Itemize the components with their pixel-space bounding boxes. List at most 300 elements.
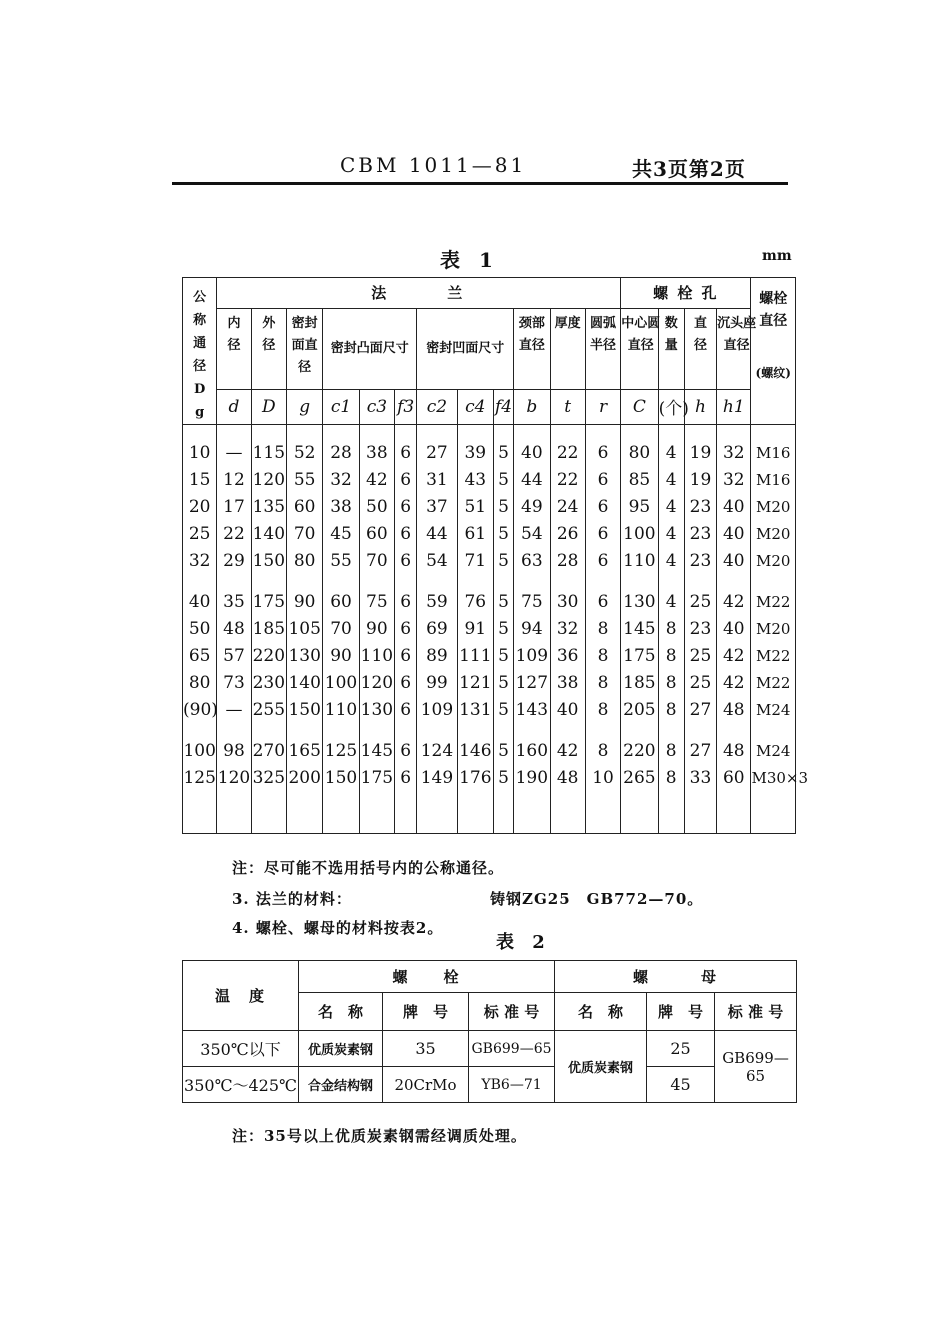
header-counterbore: 沉头座直径	[717, 309, 751, 390]
table-cell: 140	[287, 669, 323, 696]
table-cell: 6	[395, 547, 417, 574]
table-cell: 6	[395, 642, 417, 669]
table-cell: 65	[183, 642, 217, 669]
header-convex-face: 密封凸面尺寸	[323, 309, 417, 390]
table-cell: 100	[323, 669, 359, 696]
table-row	[183, 696, 796, 723]
table-cell: 150	[251, 547, 286, 574]
table-cell: 40	[717, 520, 751, 547]
table-cell: 61	[457, 520, 493, 547]
table-cell: 42	[717, 642, 751, 669]
table-cell: 71	[457, 547, 493, 574]
table-cell: M24	[751, 696, 796, 723]
table-cell: 165	[287, 737, 323, 764]
table-cell: 8	[658, 669, 684, 696]
table-cell: 98	[217, 737, 251, 764]
table-cell: 75	[359, 588, 394, 615]
table-cell: 131	[457, 696, 493, 723]
table-cell: —	[217, 696, 251, 723]
table-cell: 38	[359, 439, 394, 466]
header-bolt-hole: 螺 栓 孔	[621, 278, 751, 309]
table-cell: 49	[514, 493, 550, 520]
table-cell: 40	[514, 439, 550, 466]
row2-temperature: 350℃～425℃	[183, 1067, 299, 1103]
table-cell: 27	[684, 696, 716, 723]
row2-bolt-grade: 20CrMo	[383, 1067, 469, 1103]
row1-nut-grade: 25	[647, 1031, 715, 1067]
table-cell: 146	[457, 737, 493, 764]
table-cell: 23	[684, 520, 716, 547]
table-cell: 8	[585, 642, 620, 669]
symbol-cell: f4	[493, 389, 513, 424]
table-cell: 135	[251, 493, 286, 520]
table-cell: 176	[457, 764, 493, 791]
table-bottom	[183, 791, 796, 834]
table-cell: 89	[417, 642, 457, 669]
table-cell: 8	[658, 615, 684, 642]
table-cell: 124	[417, 737, 457, 764]
symbol-cell: b	[514, 389, 550, 424]
table-row	[183, 615, 796, 642]
table-cell: 121	[457, 669, 493, 696]
table-cell: M24	[751, 737, 796, 764]
header-nut-grade: 牌 号	[647, 993, 715, 1031]
table-cell: 40	[550, 696, 585, 723]
table-cell: 29	[217, 547, 251, 574]
table-cell: 8	[658, 696, 684, 723]
document-code: CBM 1011—81	[340, 153, 527, 177]
table-cell: 31	[417, 466, 457, 493]
table-cell: M16	[751, 439, 796, 466]
table-cell: 4	[658, 588, 684, 615]
header-bolt-standard: 标 准 号	[469, 993, 555, 1031]
table-cell: 22	[217, 520, 251, 547]
table-cell: 10	[585, 764, 620, 791]
header-nut-name: 名 称	[555, 993, 647, 1031]
table-cell: 6	[395, 439, 417, 466]
table-cell: 8	[585, 669, 620, 696]
table-cell: 60	[717, 764, 751, 791]
table-cell: 30	[550, 588, 585, 615]
table-cell: 230	[251, 669, 286, 696]
bolt-diameter-label: 螺栓直径	[759, 291, 788, 329]
table-cell: 40	[717, 615, 751, 642]
table-cell: 6	[395, 493, 417, 520]
table-cell: 32	[183, 547, 217, 574]
table-cell: 109	[514, 642, 550, 669]
table-cell: 140	[251, 520, 286, 547]
table-cell: 145	[359, 737, 394, 764]
header-hole-diameter: 直径	[684, 309, 716, 390]
symbol-cell: t	[550, 389, 585, 424]
table-cell: 70	[287, 520, 323, 547]
header-arc-radius: 圆弧半径	[585, 309, 620, 390]
table1-note: 注：尽可能不选用括号内的公称通径。	[232, 859, 505, 877]
page-indicator: 共3页第2页	[632, 157, 746, 181]
table-cell: 8	[585, 696, 620, 723]
table-cell: 100	[183, 737, 217, 764]
table-cell: 90	[323, 642, 359, 669]
table-cell: 28	[550, 547, 585, 574]
header-rule	[172, 182, 788, 185]
table-row	[183, 520, 796, 547]
table-cell: 10	[183, 439, 217, 466]
table-cell: M20	[751, 547, 796, 574]
table-cell: 110	[323, 696, 359, 723]
table-cell: 5	[493, 696, 513, 723]
table-cell: 160	[514, 737, 550, 764]
table-cell: 150	[287, 696, 323, 723]
table-cell: 5	[493, 520, 513, 547]
table-cell: 32	[717, 439, 751, 466]
flange-material-note	[232, 888, 704, 909]
table-cell: M20	[751, 493, 796, 520]
table-cell: 150	[323, 764, 359, 791]
table-cell: 5	[493, 493, 513, 520]
table-cell: 54	[417, 547, 457, 574]
table-cell: 60	[287, 493, 323, 520]
symbol-cell: h	[684, 389, 716, 424]
table-cell: 48	[717, 737, 751, 764]
header-concave-face: 密封凹面尺寸	[417, 309, 514, 390]
table-cell: 8	[658, 642, 684, 669]
symbol-cell: g	[287, 389, 323, 424]
table-cell: —	[217, 439, 251, 466]
table-cell: 80	[621, 439, 658, 466]
header-bolt-name: 名 称	[299, 993, 383, 1031]
table-cell: 25	[183, 520, 217, 547]
table-cell: 25	[684, 588, 716, 615]
table-cell: 5	[493, 615, 513, 642]
table-cell: 5	[493, 764, 513, 791]
table-cell: 130	[359, 696, 394, 723]
table-cell: M20	[751, 615, 796, 642]
table-cell: 90	[287, 588, 323, 615]
table-cell: 4	[658, 520, 684, 547]
table-cell: 42	[359, 466, 394, 493]
table-cell: 130	[621, 588, 658, 615]
table-cell: 22	[550, 439, 585, 466]
table-cell: 175	[621, 642, 658, 669]
table-cell: 63	[514, 547, 550, 574]
table-cell: 4	[658, 466, 684, 493]
table-cell: 24	[550, 493, 585, 520]
table-cell: 110	[359, 642, 394, 669]
table-cell: 265	[621, 764, 658, 791]
table-cell: 6	[585, 466, 620, 493]
nut-standard: GB699—65	[715, 1031, 797, 1103]
table-cell: 42	[550, 737, 585, 764]
table-cell: 130	[287, 642, 323, 669]
table-row	[183, 737, 796, 764]
table-cell: 6	[395, 520, 417, 547]
table-cell: 19	[684, 439, 716, 466]
table-cell: 35	[217, 588, 251, 615]
table-cell: 12	[217, 466, 251, 493]
table-cell: 17	[217, 493, 251, 520]
table-cell: 69	[417, 615, 457, 642]
table-cell: 75	[514, 588, 550, 615]
table-cell: 5	[493, 466, 513, 493]
table-cell: 25	[684, 669, 716, 696]
table-row	[183, 764, 796, 791]
table-cell: 220	[251, 642, 286, 669]
table-cell: M16	[751, 466, 796, 493]
table-cell: 50	[183, 615, 217, 642]
header-thickness: 厚度	[550, 309, 585, 390]
table-cell: 23	[684, 547, 716, 574]
symbol-cell: c1	[323, 389, 359, 424]
table-cell: 5	[493, 588, 513, 615]
table-cell: 39	[457, 439, 493, 466]
table-cell: 51	[457, 493, 493, 520]
table-cell: 76	[457, 588, 493, 615]
table-cell: 27	[684, 737, 716, 764]
table-cell: 38	[550, 669, 585, 696]
table-cell: 25	[684, 642, 716, 669]
table-cell: 120	[359, 669, 394, 696]
table-row	[183, 642, 796, 669]
symbol-cell: c2	[417, 389, 457, 424]
table-cell: 73	[217, 669, 251, 696]
row-gap	[183, 723, 796, 737]
table-cell: 4	[658, 547, 684, 574]
table-cell: 15	[183, 466, 217, 493]
table-cell: 55	[287, 466, 323, 493]
table-cell: 99	[417, 669, 457, 696]
table-cell: M22	[751, 588, 796, 615]
table-cell: 19	[684, 466, 716, 493]
table-cell: 6	[585, 520, 620, 547]
table-row	[183, 547, 796, 574]
table-cell: 42	[717, 669, 751, 696]
table2-note: 注：35号以上优质炭素钢需经调质处理。	[232, 1127, 527, 1145]
flange-material-value: 铸钢ZG25 GB772—70。	[490, 890, 704, 908]
table-cell: 37	[417, 493, 457, 520]
table-cell: 5	[493, 737, 513, 764]
table-cell: 6	[395, 696, 417, 723]
table-cell: 27	[417, 439, 457, 466]
table-row	[183, 493, 796, 520]
table-cell: 36	[550, 642, 585, 669]
header-bolt: 螺 栓	[299, 961, 555, 993]
table-cell: 8	[585, 737, 620, 764]
table-row	[183, 466, 796, 493]
table-cell: 255	[251, 696, 286, 723]
table-cell: 175	[251, 588, 286, 615]
table-cell: 5	[493, 547, 513, 574]
row2-bolt-standard: YB6—71	[469, 1067, 555, 1103]
table-cell: 40	[717, 547, 751, 574]
table-cell: (90)	[183, 696, 217, 723]
table-cell: 105	[287, 615, 323, 642]
table-cell: 190	[514, 764, 550, 791]
table-cell: 60	[359, 520, 394, 547]
table-cell: 32	[717, 466, 751, 493]
symbol-cell: (个)	[658, 389, 684, 424]
table-cell: 8	[658, 764, 684, 791]
table-cell: 85	[621, 466, 658, 493]
table-cell: 90	[359, 615, 394, 642]
table-cell: 52	[287, 439, 323, 466]
table1-unit: mm	[762, 248, 792, 264]
table-cell: 111	[457, 642, 493, 669]
row2-nut-grade: 45	[647, 1067, 715, 1103]
table-cell: 6	[395, 669, 417, 696]
table-cell: 59	[417, 588, 457, 615]
table-row	[183, 588, 796, 615]
table-cell: 143	[514, 696, 550, 723]
table-cell: M22	[751, 669, 796, 696]
row1-bolt-name: 优质炭素钢	[299, 1031, 383, 1067]
table-cell: 28	[323, 439, 359, 466]
table-cell: 185	[621, 669, 658, 696]
table-cell: 40	[183, 588, 217, 615]
table-cell: 100	[621, 520, 658, 547]
header-nut: 螺 母	[555, 961, 797, 993]
header-count: 数量	[658, 309, 684, 390]
header-bolt-grade: 牌 号	[383, 993, 469, 1031]
table-cell: 8	[658, 737, 684, 764]
table-cell: 325	[251, 764, 286, 791]
table-cell: 6	[395, 737, 417, 764]
symbol-cell: r	[585, 389, 620, 424]
table-cell: 5	[493, 439, 513, 466]
table-cell: 48	[550, 764, 585, 791]
bolt-nut-material-table	[182, 960, 797, 1103]
table-row	[183, 669, 796, 696]
table-cell: 54	[514, 520, 550, 547]
table-cell: 5	[493, 642, 513, 669]
table-cell: 205	[621, 696, 658, 723]
table-cell: 43	[457, 466, 493, 493]
table-cell: 4	[658, 439, 684, 466]
header-outer-diameter: 外径	[251, 309, 286, 390]
table1-title: 表 1	[440, 248, 499, 272]
table-cell: 20	[183, 493, 217, 520]
table-cell: 115	[251, 439, 286, 466]
row-gap	[183, 425, 796, 440]
table-cell: 94	[514, 615, 550, 642]
table-cell: 175	[359, 764, 394, 791]
table-cell: 145	[621, 615, 658, 642]
header-bolt-diameter	[751, 278, 796, 425]
table2-title: 表 2	[496, 932, 551, 953]
table-cell: 95	[621, 493, 658, 520]
table-cell: 40	[717, 493, 751, 520]
symbol-cell: d	[217, 389, 251, 424]
table-cell: 45	[323, 520, 359, 547]
symbol-cell: D	[251, 389, 286, 424]
table-cell: 22	[550, 466, 585, 493]
row1-temperature: 350℃以下	[183, 1031, 299, 1067]
symbol-cell: C	[621, 389, 658, 424]
table-cell: 6	[585, 588, 620, 615]
symbol-cell: c3	[359, 389, 394, 424]
table-cell: 4	[658, 493, 684, 520]
flange-material-label: 3. 法兰的材料：	[232, 890, 352, 908]
table-cell: 55	[323, 547, 359, 574]
header-seal-face-diameter: 密封面直径	[287, 309, 323, 390]
table-cell: 42	[717, 588, 751, 615]
header-inner-diameter: 内径	[217, 309, 251, 390]
bolt-nut-material-note: 4. 螺栓、螺母的材料按表2。	[232, 919, 444, 937]
table-cell: M20	[751, 520, 796, 547]
table-cell: 80	[183, 669, 217, 696]
table-cell: 120	[217, 764, 251, 791]
table-cell: 6	[585, 547, 620, 574]
table-cell: 23	[684, 615, 716, 642]
table-cell: M30×3	[751, 764, 796, 791]
table-cell: M22	[751, 642, 796, 669]
table-cell: 33	[684, 764, 716, 791]
table-cell: 6	[395, 466, 417, 493]
header-neck-diameter: 颈部直径	[514, 309, 550, 390]
row1-bolt-grade: 35	[383, 1031, 469, 1067]
table-cell: 220	[621, 737, 658, 764]
table-cell: 32	[550, 615, 585, 642]
row-gap	[183, 574, 796, 588]
table-cell: 120	[251, 466, 286, 493]
table-cell: 48	[217, 615, 251, 642]
symbol-cell: f3	[395, 389, 417, 424]
table-cell: 70	[359, 547, 394, 574]
row2-bolt-name: 合金结构钢	[299, 1067, 383, 1103]
header-center-circle: 中心圆直径	[621, 309, 658, 390]
header-nominal-diameter: 公称通径Dg	[183, 278, 217, 425]
table-cell: 6	[585, 493, 620, 520]
table-cell: 5	[493, 669, 513, 696]
symbol-cell: c4	[457, 389, 493, 424]
table-cell: 23	[684, 493, 716, 520]
table-cell: 270	[251, 737, 286, 764]
table-cell: 38	[323, 493, 359, 520]
table-cell: 110	[621, 547, 658, 574]
table-cell: 6	[395, 588, 417, 615]
table-cell: 127	[514, 669, 550, 696]
table-row	[183, 439, 796, 466]
table-cell: 80	[287, 547, 323, 574]
table-cell: 50	[359, 493, 394, 520]
table-cell: 48	[717, 696, 751, 723]
table-cell: 149	[417, 764, 457, 791]
symbol-cell: h1	[717, 389, 751, 424]
bolt-diameter-note: (螺纹)	[755, 366, 791, 380]
table-cell: 44	[514, 466, 550, 493]
flange-dimension-table	[182, 277, 809, 834]
table-cell: 185	[251, 615, 286, 642]
nut-name: 优质炭素钢	[555, 1031, 647, 1103]
table-cell: 91	[457, 615, 493, 642]
table-cell: 125	[183, 764, 217, 791]
table-cell: 125	[323, 737, 359, 764]
table-cell: 6	[395, 764, 417, 791]
table-cell: 70	[323, 615, 359, 642]
table-cell: 8	[585, 615, 620, 642]
table-cell: 60	[323, 588, 359, 615]
table-cell: 6	[395, 615, 417, 642]
header-temperature: 温 度	[183, 961, 299, 1031]
header-nut-standard: 标 准 号	[715, 993, 797, 1031]
table-cell: 6	[585, 439, 620, 466]
row1-bolt-standard: GB699—65	[469, 1031, 555, 1067]
table-cell: 26	[550, 520, 585, 547]
table-cell: 109	[417, 696, 457, 723]
table-cell: 200	[287, 764, 323, 791]
table-cell: 32	[323, 466, 359, 493]
table-cell: 44	[417, 520, 457, 547]
header-flange: 法 兰	[217, 278, 621, 309]
